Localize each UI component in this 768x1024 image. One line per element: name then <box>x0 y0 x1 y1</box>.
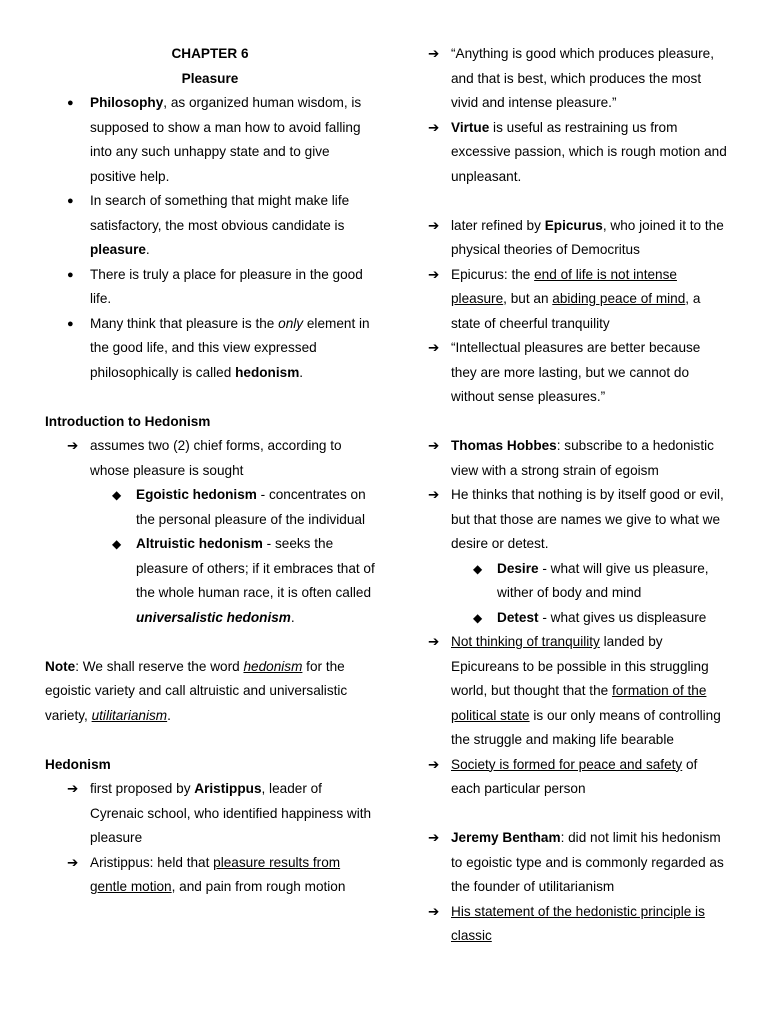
diamond-icon: ◆ <box>473 561 483 576</box>
arrow-icon: ➔ <box>428 438 440 453</box>
detest-item: ◆ Detest - what gives us displeasure <box>428 606 728 631</box>
arrow-icon: ➔ <box>428 46 440 61</box>
arrow-icon: ➔ <box>428 487 440 502</box>
tranquility-item: ➔ Not thinking of tranquility landed by Epicureans to be possible in this struggling world, but thought that the formation of the political state is our only means of controlling the struggle and making life bearable <box>428 630 728 753</box>
chapter-title: Pleasure <box>181 70 239 86</box>
bullet-dot-icon: ● <box>67 97 74 109</box>
bullet-philosophy: ● Philosophy, as organized human wisdom, is supposed to show a man how to avoid falling into any such unhappy state and to give positive help. <box>45 91 375 189</box>
egoistic-item: ◆ Egoistic hedonism - concentrates on the personal pleasure of the individual <box>45 483 375 532</box>
society-item: ➔ Society is formed for peace and safety of each particular person <box>428 753 728 802</box>
bullet-dot-icon: ● <box>67 317 74 330</box>
arrow-icon: ➔ <box>428 756 440 772</box>
aristippus-motion-item: ➔ Aristippus: held that pleasure results from gentle motion, and pain from rough motion <box>45 851 375 900</box>
hobbes-good-evil-item: ➔ He thinks that nothing is by itself good or evil, but that those are names we give to what we desire or detest. <box>428 483 728 557</box>
right-column <box>428 42 728 949</box>
arrow-icon: ➔ <box>428 217 440 233</box>
diamond-icon: ◆ <box>473 610 483 625</box>
statement-item: ➔ His statement of the hedonistic principle is classic <box>428 900 728 949</box>
intro-arrow-item: ➔ assumes two (2) chief forms, according to whose pleasure is sought <box>45 434 375 483</box>
chapter-number: CHAPTER 6 <box>171 46 249 61</box>
arrow-icon: ➔ <box>67 781 79 796</box>
diamond-icon: ◆ <box>112 537 122 551</box>
bullet-dot-icon: ● <box>67 268 74 281</box>
arrow-icon: ➔ <box>428 340 440 355</box>
bullet-many-think: ● Many think that pleasure is the only element in the good life, and this view expressed philosophically is called hedonism. <box>45 312 375 386</box>
altruistic-item: ◆ Altruistic hedonism - seeks the pleasure of others; if it embraces that of the whole human race, it is often called universalistic hedonism. <box>45 532 375 630</box>
intro-hedonism-heading: Introduction to Hedonism <box>45 413 211 429</box>
arrow-icon: ➔ <box>428 266 440 282</box>
aristippus-item: ➔ first proposed by Aristippus, leader of Cyrenaic school, who identified happiness with pleasure <box>45 777 375 851</box>
arrow-icon: ➔ <box>67 854 79 870</box>
arrow-icon: ➔ <box>428 634 440 649</box>
arrow-icon: ➔ <box>428 903 440 919</box>
diamond-icon: ◆ <box>112 488 122 502</box>
bentham-item: ➔ Jeremy Bentham: did not limit his hedonism to egoistic type and is commonly regarded as the founder of utilitarianism <box>428 826 728 900</box>
arrow-icon: ➔ <box>428 119 440 135</box>
bullet-dot-icon: ● <box>67 195 74 207</box>
arrow-icon: ➔ <box>67 438 79 453</box>
arrow-icon: ➔ <box>428 830 440 845</box>
left-column <box>45 42 375 900</box>
virtue-item: ➔ Virtue is useful as restraining us from excessive passion, which is rough motion and unpleasant. <box>428 116 728 190</box>
epicurus-item: ➔ later refined by Epicurus, who joined it to the physical theories of Democritus <box>428 214 728 263</box>
note-paragraph: Note: We shall reserve the word hedonism for the egoistic variety and call altruistic and universalistic variety, utilitarianism. <box>45 658 348 723</box>
desire-item: ◆ Desire - what will give us pleasure, wither of body and mind <box>428 557 728 606</box>
bullet-place: ● There is truly a place for pleasure in the good life. <box>45 263 375 312</box>
hobbes-item: ➔ Thomas Hobbes: subscribe to a hedonistic view with a strong strain of egoism <box>428 434 728 483</box>
quote-epicurus: ➔ “Intellectual pleasures are better because they are more lasting, but we cannot do without sense pleasures.” <box>428 336 728 410</box>
quote-aristippus: ➔ “Anything is good which produces pleasure, and that is best, which produces the most vivid and intense pleasure.” <box>428 42 728 116</box>
epicurus-end-item: ➔ Epicurus: the end of life is not intense pleasure, but an abiding peace of mind, a state of cheerful tranquility <box>428 263 728 337</box>
hedonism-heading: Hedonism <box>45 756 111 772</box>
bullet-search: ● In search of something that might make life satisfactory, the most obvious candidate is pleasure. <box>45 189 375 263</box>
